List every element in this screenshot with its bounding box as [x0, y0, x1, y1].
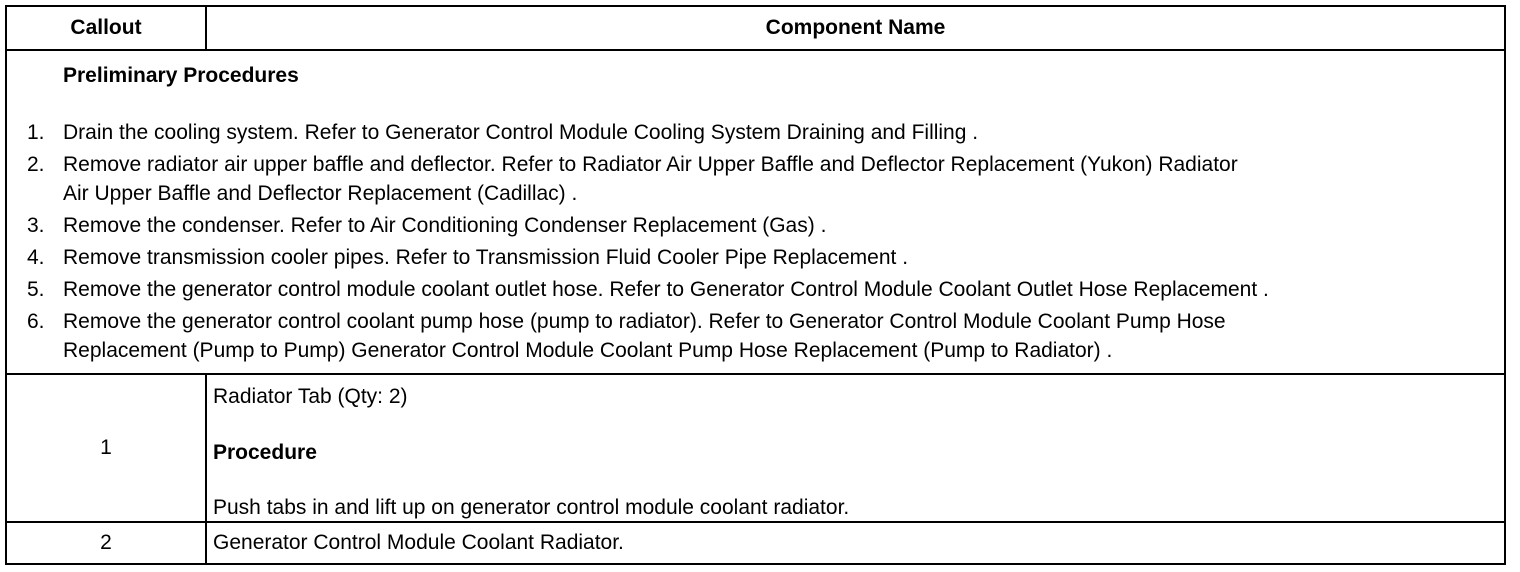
- component-title: Radiator Tab (Qty: 2): [213, 385, 408, 408]
- list-item: [7, 307, 1506, 365]
- list-item: [7, 275, 1506, 304]
- table-header-row: [6, 6, 1505, 50]
- step-text: Remove the condenser. Refer to Air Conditioning Condenser Replacement (Gas) .: [63, 214, 827, 237]
- step-number: 5.: [27, 278, 45, 301]
- callout-column-header: Callout: [6, 6, 206, 50]
- table-row: [6, 374, 1505, 522]
- list-item: [7, 243, 1506, 272]
- component-table: [5, 5, 1506, 565]
- step-text: Remove the generator control module coolant outlet hose. Refer to Generator Control Module Coolant Outlet Hose Replacement .: [63, 278, 1269, 301]
- procedure-text: Push tabs in and lift up on generator control module coolant radiator.: [213, 496, 850, 519]
- component-name-column-header: Component Name: [206, 6, 1505, 50]
- step-text: Remove radiator air upper baffle and deflector. Refer to Radiator Air Upper Baffle and Deflector Replacement (Yukon) Radiator Air Upper Baffle and Deflector Replacement (Cadillac) .: [63, 153, 1238, 205]
- component-name-cell: [206, 374, 1505, 522]
- callout-cell: 2: [6, 522, 206, 564]
- step-number: 6.: [27, 310, 45, 333]
- step-text: Drain the cooling system. Refer to Generator Control Module Cooling System Draining and Filling .: [63, 121, 979, 144]
- step-text: Remove the generator control coolant pump hose (pump to radiator). Refer to Generator Control Module Coolant Pump Hose Replacement (Pump to Pump) Generator Control Module Coolant Pump Hose Replacement (Pump to Radiator) .: [63, 310, 1226, 362]
- procedure-label: Procedure: [213, 441, 317, 464]
- preliminary-steps-list: [7, 118, 1506, 368]
- step-text: Remove transmission cooler pipes. Refer to Transmission Fluid Cooler Pipe Replacement .: [63, 246, 909, 269]
- list-item: [7, 211, 1506, 240]
- callout-cell: 1: [6, 374, 206, 522]
- preliminary-procedures-title: Preliminary Procedures: [63, 64, 299, 87]
- step-number: 3.: [27, 214, 45, 237]
- step-number: 4.: [27, 246, 45, 269]
- preliminary-procedures-cell: [6, 50, 1505, 374]
- step-number: 2.: [27, 153, 45, 176]
- preliminary-procedures-row: [6, 50, 1505, 374]
- table-row: [6, 522, 1505, 564]
- component-name-cell: Generator Control Module Coolant Radiator.: [206, 522, 1505, 564]
- step-number: 1.: [27, 121, 45, 144]
- list-item: [7, 118, 1506, 147]
- list-item: [7, 150, 1506, 208]
